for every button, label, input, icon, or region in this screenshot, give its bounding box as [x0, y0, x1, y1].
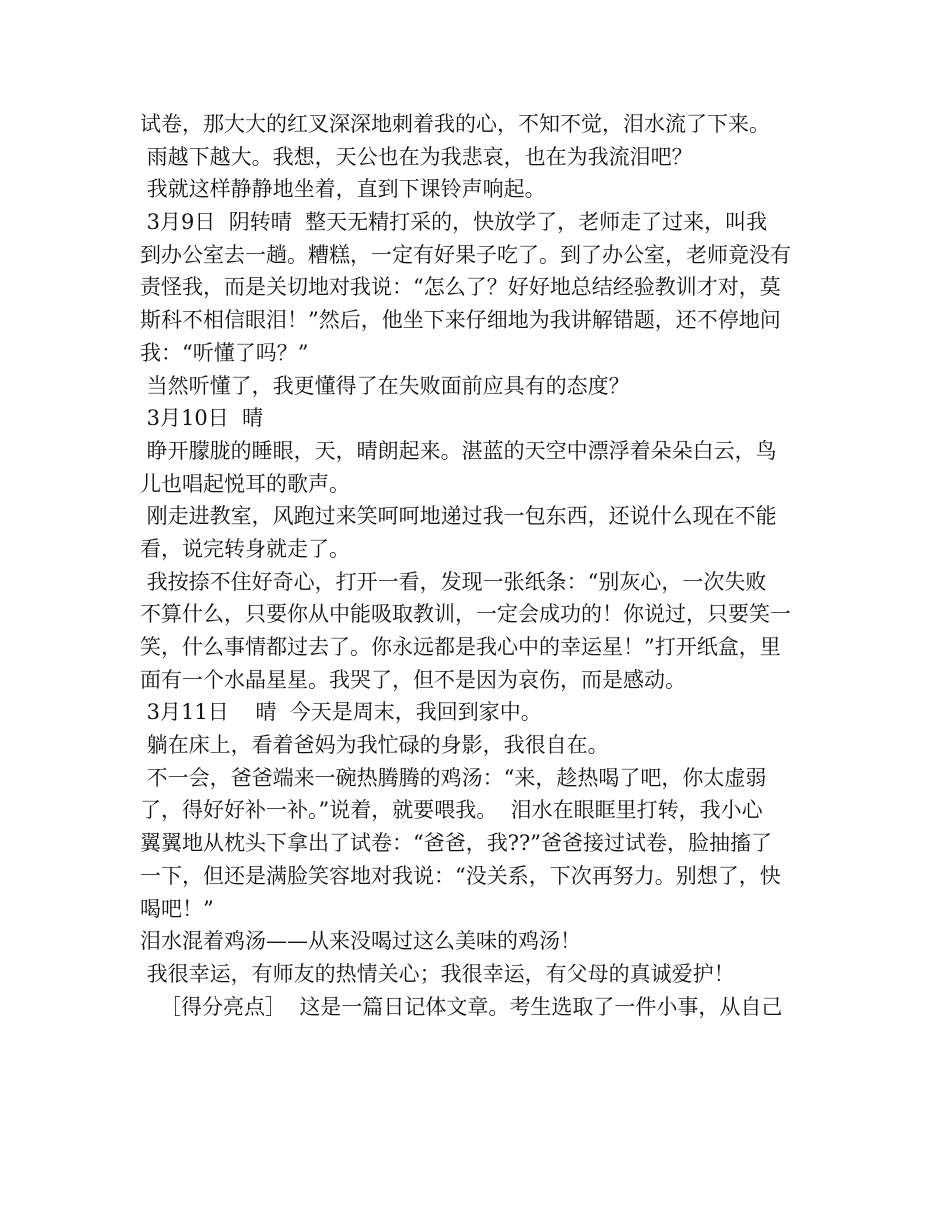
text-line: 雨越下越大。我想，天公也在为我悲哀，也在为我流泪吧？ — [140, 144, 693, 169]
text-line: 我就这样静静地坐着，直到下课铃声响起。 — [140, 177, 546, 202]
text-line: 责怪我，而是关切地对我说：“怎么了？好好地总结经验教训才对，莫 — [140, 275, 781, 300]
text-line: 面有一个水晶星星。我哭了，但不是因为哀伤，而是感动。 — [140, 667, 686, 692]
text-line: 翼翼地从枕头下拿出了试卷：“爸爸，我??”爸爸接过试卷，脸抽搐了 — [140, 831, 772, 856]
text-line: 了，得好好补一补。”说着，就要喂我。 泪水在眼眶里打转，我小心 — [140, 798, 763, 823]
text-line: 躺在床上，看着爸妈为我忙碌的身影，我很自在。 — [140, 733, 609, 758]
text-line: 不算什么，只要你从中能吸取教训，一定会成功的！你说过，只要笑一 — [140, 602, 791, 627]
text-line: 当然听懂了，我更懂得了在失败面前应具有的态度？ — [140, 373, 630, 398]
text-line: 一下，但还是满脸笑容地对我说：“没关系，下次再努力。别想了，快 — [140, 863, 781, 888]
text-line: 3月9日 阴转晴 整天无精打采的，快放学了，老师走了过来，叫我 — [140, 210, 768, 235]
text-line: 斯科不相信眼泪！”然后，他坐下来仔细地为我讲解错题，还不停地问 — [140, 308, 781, 333]
text-line: 试卷，那大大的红叉深深地刺着我的心，不知不觉，泪水流了下来。 — [140, 112, 770, 136]
text-line: 不一会，爸爸端来一碗热腾腾的鸡汤：“来，趁热喝了吧，你太虚弱 — [140, 765, 767, 790]
text-line: 儿也唱起悦耳的歌声。 — [140, 471, 350, 496]
document-body — [140, 108, 820, 1023]
text-line: 喝吧！” — [140, 896, 214, 921]
text-line: 3月10日 晴 — [140, 406, 264, 431]
text-line: 睁开朦胧的睡眼，天，晴朗起来。湛蓝的天空中漂浮着朵朵白云，鸟 — [140, 438, 777, 463]
text-line: 笑，什么事情都过去了。你永远都是我心中的幸运星！”打开纸盒，里 — [140, 635, 781, 659]
text-line: ［得分亮点］ 这是一篇日记体文章。考生选取了一件小事，从自己 — [140, 994, 783, 1019]
text-line: 泪水混着鸡汤——从来没喝过这么美味的鸡汤！ — [140, 929, 581, 954]
text-line: 看，说完转身就走了。 — [140, 536, 350, 561]
text-line: 我：“听懂了吗？” — [140, 340, 309, 365]
text-line: 我按捺不住好奇心，打开一看，发现一张纸条：“别灰心，一次失败 — [140, 569, 767, 594]
text-line: 刚走进教室，风跑过来笑呵呵地递过我一包东西，还说什么现在不能 — [140, 504, 777, 529]
text-line: 3月11日 晴 今天是周末，我回到家中。 — [140, 700, 542, 725]
text-line: 到办公室去一趟。糟糕，一定有好果子吃了。到了办公室，老师竟没有 — [140, 242, 791, 267]
text-line: 我很幸运，有师友的热情关心；我很幸运，有父母的真诚爱护！ — [140, 961, 735, 986]
